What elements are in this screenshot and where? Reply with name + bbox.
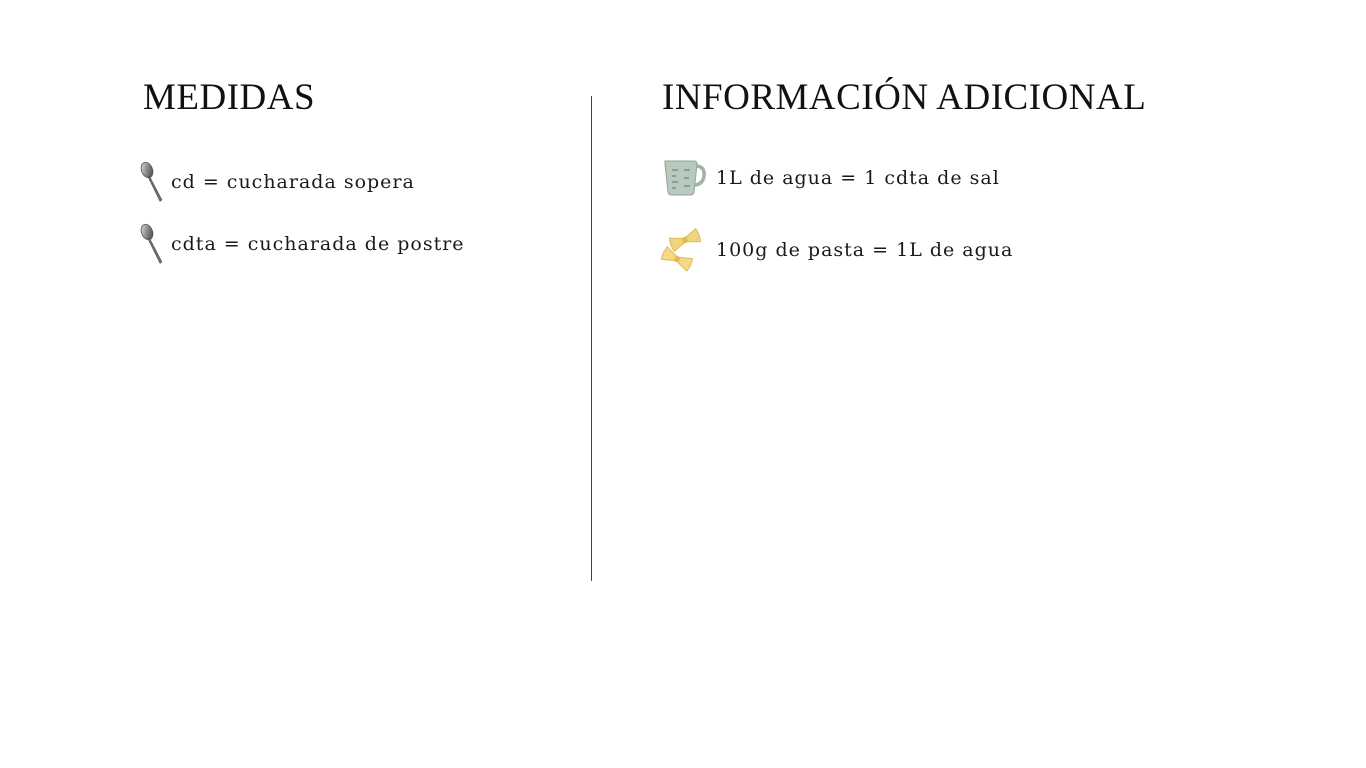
farfalle-pasta-icon	[659, 226, 709, 274]
measure-item-cdta	[138, 223, 465, 265]
info-item-text: 1L de agua = 1 cdta de sal	[716, 167, 1000, 189]
measuring-cup-icon	[660, 158, 706, 198]
measure-item-text: cd = cucharada sopera	[171, 171, 415, 193]
additional-info-title: INFORMACIÓN ADICIONAL	[662, 77, 1147, 118]
spoon-icon	[138, 161, 166, 203]
measures-title: MEDIDAS	[143, 77, 316, 118]
spoon-icon	[138, 223, 166, 265]
info-item-salt	[660, 158, 1000, 198]
column-divider	[591, 96, 592, 581]
info-item-text: 100g de pasta = 1L de agua	[716, 239, 1014, 261]
info-item-pasta	[659, 226, 1013, 274]
measure-item-text: cdta = cucharada de postre	[171, 233, 465, 255]
measure-item-cd	[138, 161, 415, 203]
